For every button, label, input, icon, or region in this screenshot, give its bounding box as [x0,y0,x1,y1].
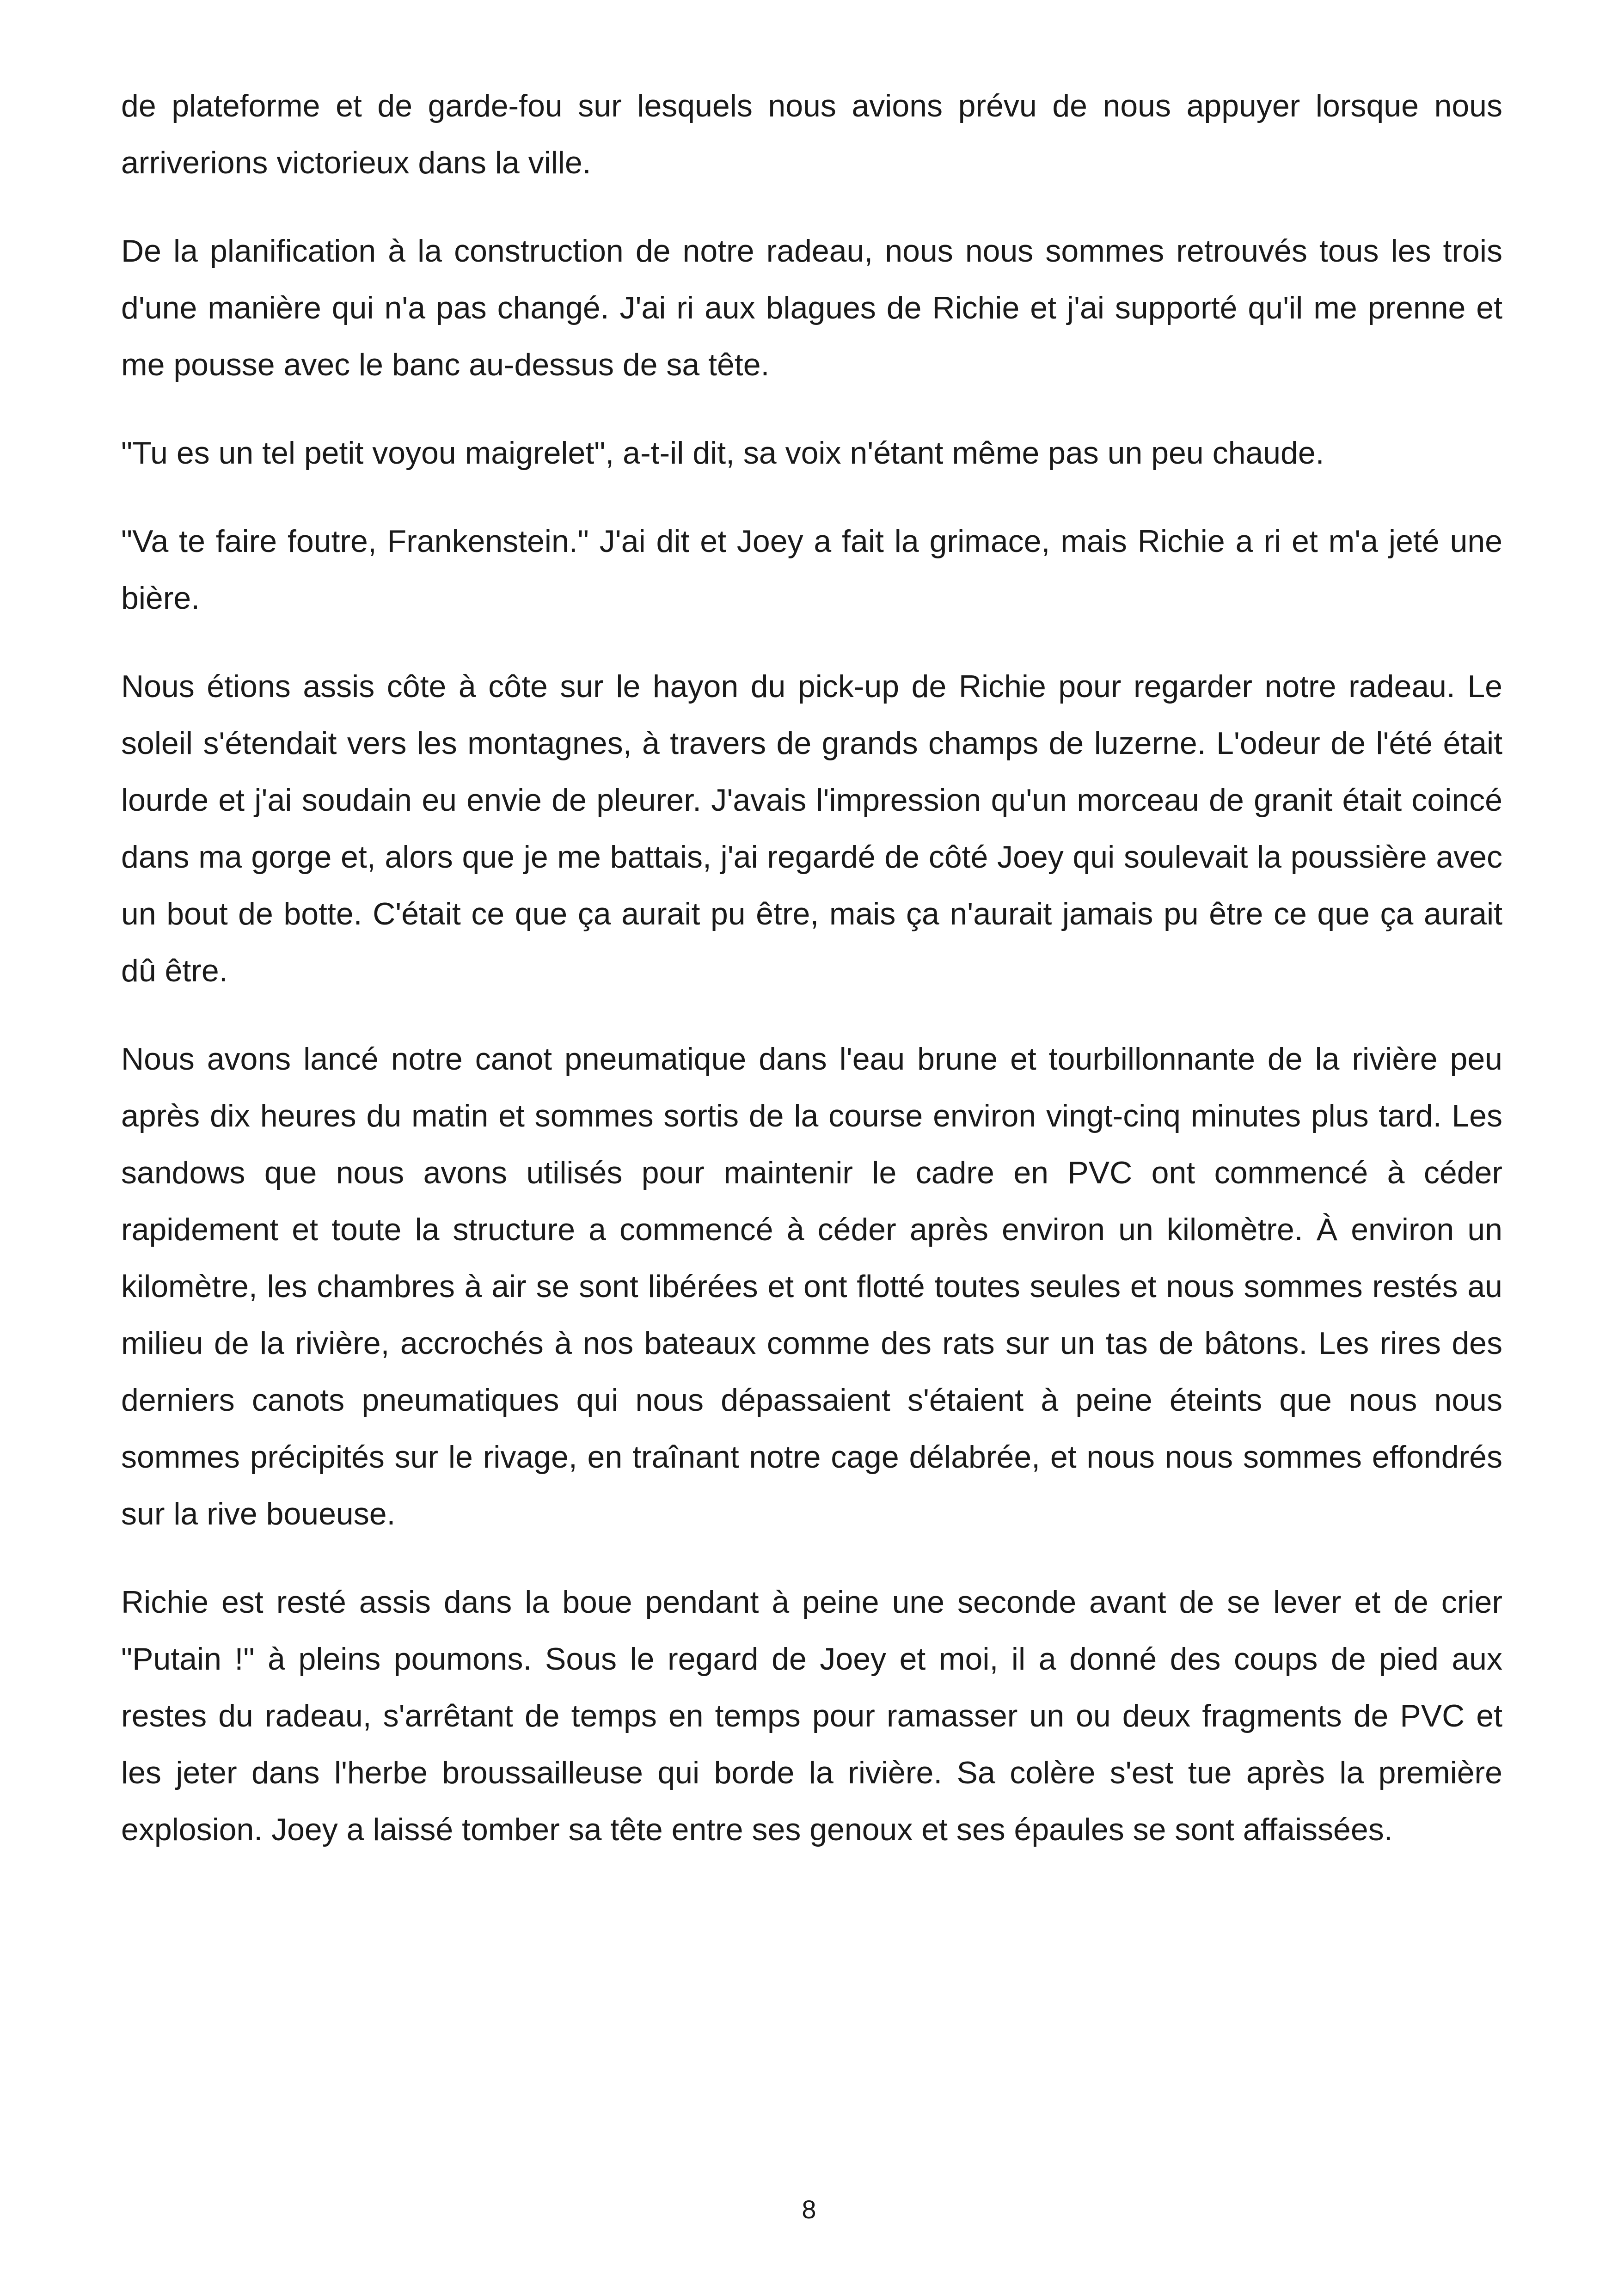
paragraph-2: De la planification à la construction de notre radeau, nous nous sommes retrouvés tous les trois d'une manière qui n'a pas changé. J'ai ri aux blagues de Richie et j'ai supporté qu'il me prenne et me pousse avec le banc au-dessus de sa tête. [121,233,1502,382]
paragraph-1: de plateforme et de garde-fou sur lesquels nous avions prévu de nous appuyer lorsque nous arriverions victorieux dans la ville. [121,88,1502,180]
page-number: 8 [802,2195,816,2224]
paragraph-6: Nous avons lancé notre canot pneumatique dans l'eau brune et tourbillonnante de la rivière peu après dix heures du matin et sommes sortis de la course environ vingt-cinq minutes plus tard. Les sandows que nous avons utilisés pour maintenir le cadre en PVC ont commencé à céder rapidement et toute la structure a commencé à céder après environ un kilomètre. À environ un kilomètre, les chambres à air se sont libérées et ont flotté toutes seules et nous sommes restés au milieu de la rivière, accrochés à nos bateaux comme des rats sur un tas de bâtons. Les rires des derniers canots pneumatiques qui nous dépassaient s'étaient à peine éteints que nous nous sommes précipités sur le rivage, en traînant notre cage délabrée, et nous nous sommes effondrés sur la rive boueuse. [121,1041,1502,1531]
body-text [121,78,1502,1890]
paragraph-5: Nous étions assis côte à côte sur le hayon du pick-up de Richie pour regarder notre radeau. Le soleil s'étendait vers les montagnes, à travers de grands champs de luzerne. L'odeur de l'été était lourde et j'ai soudain eu envie de pleurer. J'avais l'impression qu'un morceau de granit était coincé dans ma gorge et, alors que je me battais, j'ai regardé de côté Joey qui soulevait la poussière avec un bout de botte. C'était ce que ça aurait pu être, mais ça n'aurait jamais pu être ce que ça aurait dû être. [121,669,1502,988]
paragraph-4: "Va te faire foutre, Frankenstein." J'ai dit et Joey a fait la grimace, mais Richie a ri et m'a jeté une bière. [121,524,1502,616]
paragraph-7: Richie est resté assis dans la boue pendant à peine une seconde avant de se lever et de crier "Putain !" à pleins poumons. Sous le regard de Joey et moi, il a donné des coups de pied aux restes du radeau, s'arrêtant de temps en temps pour ramasser un ou deux fragments de PVC et les jeter dans l'herbe broussailleuse qui borde la rivière. Sa colère s'est tue après la première explosion. Joey a laissé tomber sa tête entre ses genoux et ses épaules se sont affaissées. [121,1585,1502,1847]
paragraph-3: "Tu es un tel petit voyou maigrelet", a-t-il dit, sa voix n'étant même pas un peu chaude. [121,435,1324,471]
